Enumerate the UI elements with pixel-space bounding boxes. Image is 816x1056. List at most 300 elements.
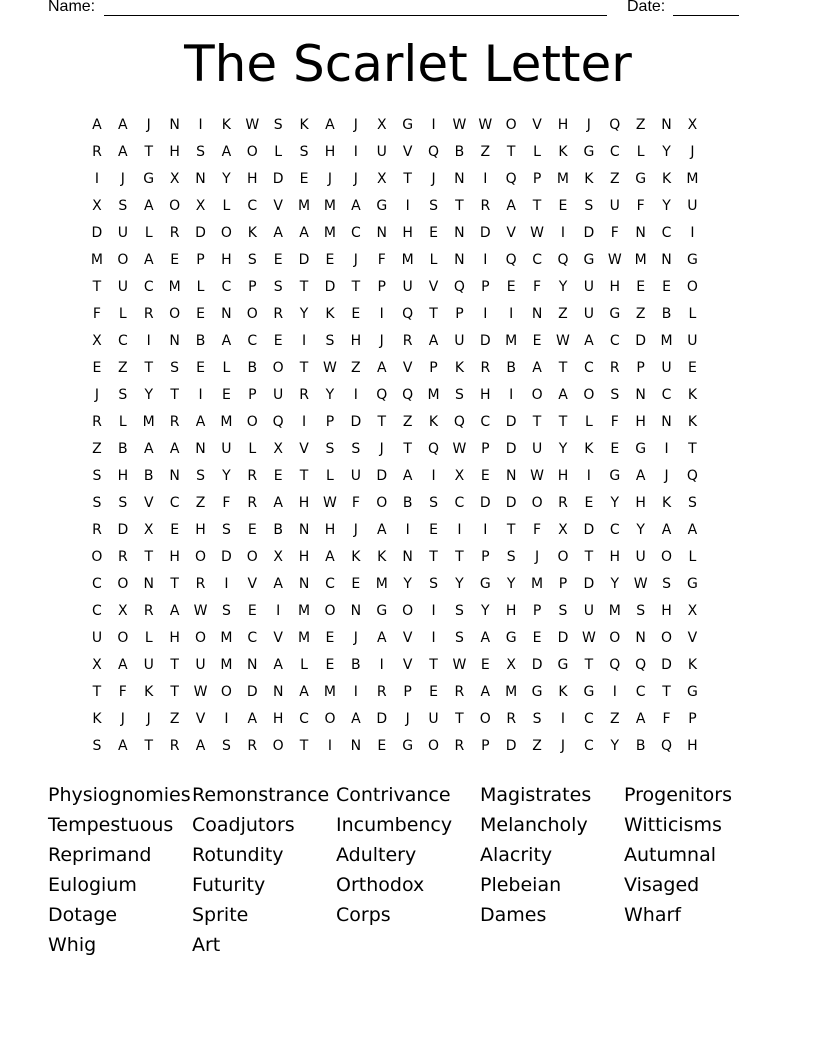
grid-letter: X xyxy=(143,522,154,538)
grid-letter: X xyxy=(376,171,387,187)
grid-letter: H xyxy=(324,144,336,160)
grid-letter: Q xyxy=(557,252,569,268)
grid-letter: X xyxy=(687,603,698,619)
grid-letter: V xyxy=(143,495,154,511)
grid-letter: C xyxy=(117,333,128,349)
grid-letter: C xyxy=(247,333,258,349)
grid-letter: T xyxy=(144,144,153,160)
grid-letter: A xyxy=(480,684,491,700)
grid-letter: F xyxy=(118,684,127,700)
grid-letter: A xyxy=(480,630,491,646)
grid-letter: H xyxy=(247,171,258,187)
grid-letter: T xyxy=(429,657,438,673)
grid-letter: R xyxy=(117,549,128,565)
grid-letter: O xyxy=(272,360,284,376)
grid-letter: H xyxy=(635,495,646,511)
grid-letter: X xyxy=(273,549,283,565)
grid-letter: J xyxy=(120,711,125,727)
grid-letter: I xyxy=(302,333,307,349)
grid-letter: B xyxy=(635,738,646,754)
grid-letter: S xyxy=(196,468,205,484)
grid-letter: D xyxy=(635,333,647,349)
grid-letter: Z xyxy=(609,171,620,187)
grid-letter: I xyxy=(612,684,617,700)
grid-letter: P xyxy=(455,306,464,322)
grid-letter: E xyxy=(273,333,283,349)
grid-letter: D xyxy=(298,252,310,268)
grid-letter: H xyxy=(505,603,517,619)
grid-row xyxy=(84,220,732,247)
grid-letter: O xyxy=(220,684,232,700)
grid-row xyxy=(84,193,732,220)
grid-row xyxy=(84,598,732,625)
name-label: Name: xyxy=(48,0,96,15)
grid-letter: A xyxy=(325,117,335,133)
grid-letter: N xyxy=(143,576,154,592)
word-bank-item: Wharf xyxy=(624,904,681,926)
grid-letter: O xyxy=(661,630,673,646)
grid-letter: Z xyxy=(480,144,491,160)
grid-letter: I xyxy=(327,738,333,754)
grid-letter: N xyxy=(661,252,672,268)
grid-letter: F xyxy=(610,225,619,241)
grid-letter: S xyxy=(221,738,231,754)
grid-letter: A xyxy=(118,144,128,160)
grid-letter: F xyxy=(533,279,542,295)
grid-letter: A xyxy=(143,252,154,268)
grid-letter: I xyxy=(353,684,358,700)
grid-letter: O xyxy=(246,144,258,160)
grid-letter: U xyxy=(376,144,387,160)
grid-letter: N xyxy=(635,225,646,241)
grid-letter: C xyxy=(583,738,594,754)
grid-letter: I xyxy=(431,603,436,619)
grid-letter: U xyxy=(661,360,672,376)
grid-letter: M xyxy=(220,414,233,430)
grid-letter: I xyxy=(483,522,488,538)
grid-letter: Q xyxy=(402,387,414,403)
grid-letter: R xyxy=(480,360,491,376)
grid-letter: I xyxy=(379,306,384,322)
grid-letter: T xyxy=(299,279,309,295)
grid-letter: H xyxy=(221,252,232,268)
grid-letter: A xyxy=(247,711,258,727)
grid-letter: T xyxy=(92,684,102,700)
grid-letter: P xyxy=(481,738,490,754)
grid-letter: I xyxy=(560,225,566,241)
grid-letter: U xyxy=(350,468,361,484)
grid-letter: G xyxy=(402,738,414,754)
grid-letter: E xyxy=(532,630,542,646)
grid-letter: D xyxy=(376,468,388,484)
grid-letter: O xyxy=(194,549,207,565)
grid-letter: I xyxy=(224,576,229,592)
grid-letter: O xyxy=(661,549,673,565)
grid-letter: W xyxy=(633,576,648,592)
name-blank-line xyxy=(104,0,607,16)
grid-letter: P xyxy=(481,441,490,457)
grid-letter: A xyxy=(273,576,283,592)
grid-letter: A xyxy=(635,468,646,484)
grid-letter: L xyxy=(636,144,645,160)
grid-letter: K xyxy=(584,441,594,457)
grid-letter: M xyxy=(556,171,570,187)
grid-row xyxy=(84,463,732,490)
grid-letter: O xyxy=(428,738,440,754)
grid-letter: D xyxy=(505,414,517,430)
grid-letter: E xyxy=(196,360,205,376)
word-bank-item: Contrivance xyxy=(336,784,451,806)
word-bank-item: Reprimand xyxy=(48,844,152,866)
grid-letter: F xyxy=(351,495,360,511)
grid-letter: M xyxy=(531,576,544,592)
grid-letter: A xyxy=(221,144,232,160)
grid-letter: K xyxy=(661,171,672,187)
grid-letter: D xyxy=(557,630,569,646)
grid-letter: O xyxy=(169,306,181,322)
grid-letter: X xyxy=(558,522,568,538)
grid-letter: C xyxy=(635,684,646,700)
grid-letter: X xyxy=(92,333,102,349)
grid-letter: K xyxy=(221,117,231,133)
grid-letter: L xyxy=(118,306,127,322)
grid-letter: I xyxy=(198,117,203,133)
grid-letter: R xyxy=(506,711,517,727)
grid-letter: J xyxy=(353,630,358,646)
grid-letter: D xyxy=(246,684,258,700)
grid-letter: D xyxy=(91,225,103,241)
grid-letter: C xyxy=(247,198,258,214)
grid-letter: I xyxy=(509,387,514,403)
grid-letter: Z xyxy=(351,360,361,376)
grid-letter: A xyxy=(169,603,180,619)
grid-letter: R xyxy=(247,738,258,754)
grid-letter: U xyxy=(428,711,439,727)
grid-letter: P xyxy=(481,549,490,565)
grid-letter: A xyxy=(195,414,206,430)
grid-letter: G xyxy=(143,171,155,187)
grid-letter: S xyxy=(506,549,516,565)
grid-letter: L xyxy=(300,657,308,673)
grid-letter: D xyxy=(505,495,517,511)
grid-letter: D xyxy=(583,225,595,241)
grid-letter: X xyxy=(118,603,128,619)
grid-letter: N xyxy=(272,684,284,700)
grid-letter: N xyxy=(661,414,672,430)
grid-letter: J xyxy=(535,549,540,565)
grid-letter: A xyxy=(118,657,128,673)
grid-letter: L xyxy=(326,468,334,484)
grid-row xyxy=(84,355,732,382)
grid-letter: N xyxy=(454,225,465,241)
grid-letter: H xyxy=(402,225,413,241)
word-bank-item: Physiognomies xyxy=(48,784,191,806)
grid-letter: U xyxy=(221,441,232,457)
grid-letter: T xyxy=(170,576,179,592)
grid-letter: N xyxy=(454,171,465,187)
grid-letter: S xyxy=(454,603,464,619)
grid-letter: G xyxy=(402,117,414,133)
grid-letter: I xyxy=(690,225,695,241)
grid-letter: P xyxy=(248,387,257,403)
grid-letter: Z xyxy=(169,711,180,727)
grid-letter: E xyxy=(610,441,620,457)
grid-letter: A xyxy=(376,630,387,646)
grid-row xyxy=(84,733,732,760)
grid-letter: D xyxy=(117,522,129,538)
grid-letter: S xyxy=(429,198,438,214)
grid-letter: O xyxy=(246,549,258,565)
grid-letter: U xyxy=(583,603,594,619)
grid-letter: Q xyxy=(505,252,517,268)
grid-letter: Q xyxy=(376,387,388,403)
grid-letter: T xyxy=(584,657,594,673)
grid-letter: U xyxy=(687,198,698,214)
grid-letter: T xyxy=(662,684,671,700)
grid-letter: T xyxy=(170,684,179,700)
grid-letter: R xyxy=(92,414,102,430)
grid-letter: V xyxy=(402,144,413,160)
grid-letter: T xyxy=(144,549,153,565)
grid-letter: E xyxy=(221,387,231,403)
grid-letter: S xyxy=(118,387,128,403)
grid-letter: A xyxy=(661,522,672,538)
grid-letter: C xyxy=(92,603,102,619)
grid-letter: P xyxy=(532,171,542,187)
grid-letter: A xyxy=(273,495,283,511)
grid-letter: V xyxy=(402,657,413,673)
grid-letter: T xyxy=(351,279,361,295)
grid-letter: T xyxy=(532,414,542,430)
grid-letter: B xyxy=(118,441,128,457)
grid-letter: C xyxy=(247,630,258,646)
grid-letter: E xyxy=(558,198,568,214)
grid-letter: G xyxy=(687,252,698,268)
grid-letter: O xyxy=(686,279,698,295)
grid-letter: M xyxy=(298,630,311,646)
grid-letter: A xyxy=(325,549,335,565)
word-bank-item: Orthodox xyxy=(336,874,425,896)
grid-letter: D xyxy=(479,495,491,511)
grid-letter: W xyxy=(323,495,337,511)
grid-letter: R xyxy=(454,684,465,700)
grid-letter: I xyxy=(457,522,462,538)
grid-letter: K xyxy=(687,387,698,403)
grid-letter: K xyxy=(661,495,672,511)
grid-letter: Q xyxy=(428,441,440,457)
word-bank-item: Eulogium xyxy=(48,874,137,896)
grid-letter: R xyxy=(92,522,102,538)
grid-letter: P xyxy=(248,279,257,295)
word-bank-item: Magistrates xyxy=(480,784,592,806)
grid-letter: T xyxy=(688,441,697,457)
grid-letter: B xyxy=(247,360,258,376)
grid-letter: D xyxy=(583,522,595,538)
grid-letter: A xyxy=(143,441,154,457)
grid-letter: W xyxy=(478,117,493,133)
grid-letter: Q xyxy=(453,279,465,295)
grid-letter: H xyxy=(169,549,180,565)
grid-letter: A xyxy=(506,198,516,214)
grid-letter: A xyxy=(376,360,387,376)
grid-letter: L xyxy=(533,144,541,160)
grid-letter: Q xyxy=(428,144,440,160)
word-bank-item: Witticisms xyxy=(624,814,722,836)
grid-letter: P xyxy=(325,414,335,430)
grid-letter: E xyxy=(92,360,102,376)
grid-letter: V xyxy=(532,117,542,133)
grid-letter: V xyxy=(402,630,413,646)
grid-letter: O xyxy=(117,252,129,268)
grid-row xyxy=(84,625,732,652)
grid-letter: L xyxy=(274,144,283,160)
grid-letter: A xyxy=(351,198,361,214)
grid-letter: W xyxy=(193,684,208,700)
grid-letter: F xyxy=(610,414,619,430)
grid-letter: V xyxy=(273,198,283,214)
grid-letter: E xyxy=(325,252,335,268)
grid-row xyxy=(84,409,732,436)
grid-letter: J xyxy=(120,171,125,187)
grid-letter: T xyxy=(455,711,464,727)
grid-letter: Z xyxy=(609,711,620,727)
grid-letter: I xyxy=(483,306,488,322)
grid-letter: G xyxy=(505,630,517,646)
grid-letter: T xyxy=(299,468,309,484)
grid-letter: P xyxy=(481,279,490,295)
grid-letter: D xyxy=(505,738,517,754)
grid-letter: T xyxy=(170,657,179,673)
grid-letter: I xyxy=(94,171,100,187)
grid-letter: E xyxy=(636,279,646,295)
grid-letter: O xyxy=(376,495,388,511)
grid-row xyxy=(84,382,732,409)
grid-letter: M xyxy=(220,630,233,646)
grid-letter: D xyxy=(324,279,336,295)
grid-letter: K xyxy=(144,684,154,700)
grid-letter: M xyxy=(298,198,311,214)
grid-letter: H xyxy=(298,495,310,511)
grid-letter: K xyxy=(687,414,698,430)
grid-letter: S xyxy=(636,603,646,619)
grid-letter: D xyxy=(272,171,284,187)
grid-letter: J xyxy=(353,522,358,538)
grid-letter: N xyxy=(402,549,413,565)
grid-letter: A xyxy=(221,333,232,349)
grid-letter: M xyxy=(323,198,336,214)
grid-letter: T xyxy=(403,441,412,457)
grid-letter: G xyxy=(687,576,698,592)
grid-letter: F xyxy=(662,711,671,727)
grid-letter: D xyxy=(221,549,232,565)
grid-letter: I xyxy=(431,117,436,133)
grid-letter: A xyxy=(584,333,594,349)
grid-letter: L xyxy=(222,198,231,214)
grid-letter: R xyxy=(299,387,309,403)
grid-letter: U xyxy=(687,333,698,349)
grid-letter: D xyxy=(661,657,672,673)
grid-letter: J xyxy=(405,711,410,727)
grid-letter: R xyxy=(454,738,465,754)
grid-letter: E xyxy=(247,603,257,619)
grid-letter: Z xyxy=(635,117,646,133)
grid-letter: U xyxy=(117,279,128,295)
grid-letter: J xyxy=(146,117,151,133)
grid-letter: G xyxy=(609,306,621,322)
grid-row xyxy=(84,274,732,301)
grid-letter: T xyxy=(506,522,516,538)
puzzle-title: The Scarlet Letter xyxy=(184,35,632,93)
grid-letter: I xyxy=(276,603,281,619)
grid-letter: C xyxy=(92,576,102,592)
word-bank-item: Art xyxy=(192,934,221,956)
grid-letter: N xyxy=(298,522,310,538)
grid-letter: T xyxy=(92,279,102,295)
word-bank-item: Plebeian xyxy=(480,874,562,896)
grid-letter: S xyxy=(429,495,438,511)
grid-letter: E xyxy=(584,495,594,511)
grid-letter: S xyxy=(92,468,102,484)
grid-letter: E xyxy=(273,468,283,484)
grid-letter: I xyxy=(379,657,384,673)
grid-letter: R xyxy=(195,576,206,592)
grid-letter: R xyxy=(402,333,413,349)
grid-letter: A xyxy=(92,117,102,133)
grid-letter: H xyxy=(324,522,336,538)
grid-letter: N xyxy=(350,603,362,619)
grid-letter: E xyxy=(429,522,438,538)
grid-letter: C xyxy=(143,279,154,295)
grid-letter: B xyxy=(402,495,413,511)
grid-letter: U xyxy=(117,225,128,241)
grid-letter: I xyxy=(302,414,307,430)
grid-letter: E xyxy=(247,522,257,538)
grid-letter: C xyxy=(609,144,620,160)
grid-letter: B xyxy=(506,360,516,376)
grid-letter: P xyxy=(558,576,568,592)
grid-row xyxy=(84,571,732,598)
word-bank-item: Dames xyxy=(480,904,547,926)
grid-letter: T xyxy=(299,360,309,376)
grid-letter: C xyxy=(350,225,361,241)
grid-letter: Y xyxy=(610,495,620,511)
grid-letter: F xyxy=(533,522,542,538)
grid-letter: R xyxy=(273,306,284,322)
grid-letter: M xyxy=(90,252,103,268)
grid-letter: N xyxy=(247,657,258,673)
grid-letter: Y xyxy=(558,441,568,457)
grid-letter: O xyxy=(169,198,181,214)
grid-letter: A xyxy=(169,441,180,457)
grid-letter: O xyxy=(220,225,232,241)
grid-letter: O xyxy=(479,711,491,727)
word-bank-item: Rotundity xyxy=(192,844,284,866)
grid-letter: A xyxy=(143,198,154,214)
word-bank-item: Incumbency xyxy=(336,814,453,836)
grid-letter: I xyxy=(405,522,410,538)
grid-letter: W xyxy=(452,441,467,457)
grid-letter: I xyxy=(586,468,591,484)
grid-letter: T xyxy=(144,738,153,754)
grid-letter: O xyxy=(194,630,207,646)
grid-letter: M xyxy=(686,171,699,187)
grid-letter: M xyxy=(505,333,518,349)
grid-letter: L xyxy=(222,360,231,376)
grid-letter: M xyxy=(220,657,233,673)
grid-letter: V xyxy=(428,279,439,295)
grid-letter: J xyxy=(379,441,384,457)
grid-letter: T xyxy=(299,738,309,754)
